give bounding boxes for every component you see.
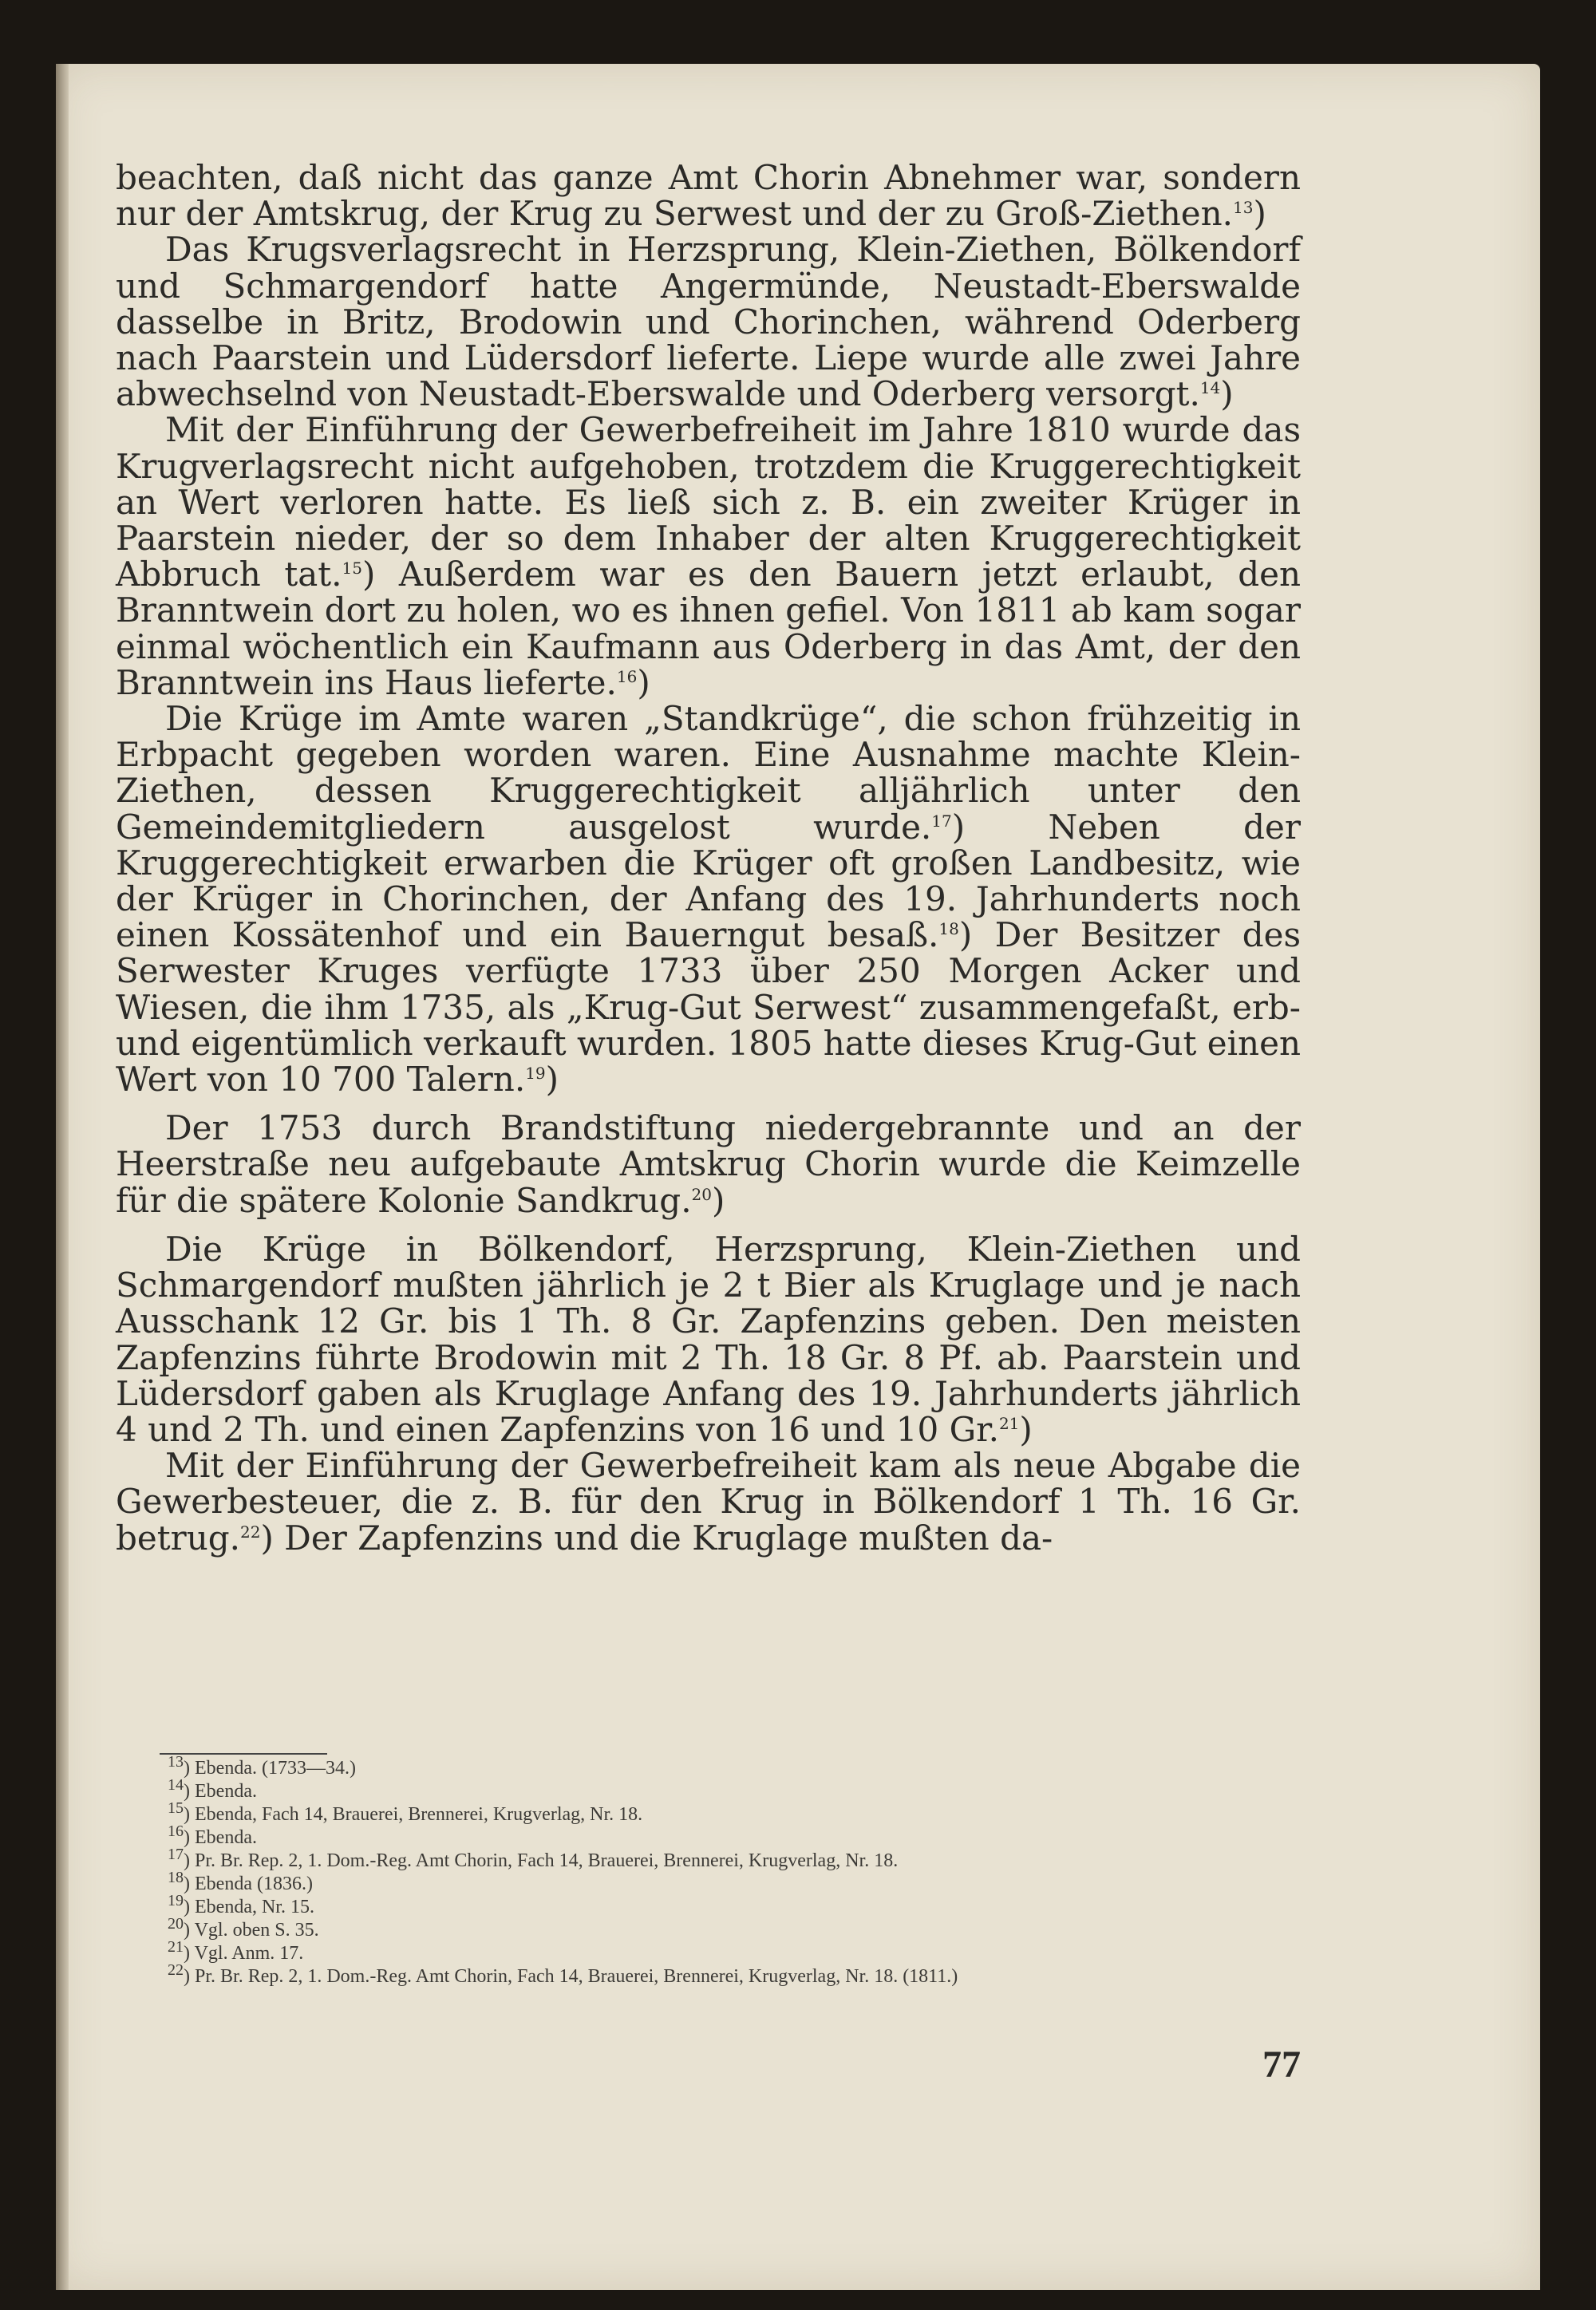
footnote-ref-17[interactable]: 17 xyxy=(931,811,952,831)
footnote: $^{14}$) Ebenda. xyxy=(168,1776,257,1802)
paragraph-2: Das Krugsverlagsrecht in Herzsprung, Klein-Ziethen, Bölkendorf und Schmargendorf hatte Angermünde, Neustadt-Eberswalde dasselbe in Britz, Brodowin und Chorinchen, während Oderberg nach Paarstein und Lüdersdorf lieferte. Liepe wurde alle zwei Jahre abwechselnd von Neustadt-Eberswalde und Oderberg versorgt.$^{14}$) xyxy=(116,230,1301,414)
body-text xyxy=(116,160,1301,1556)
footnote-ref-19[interactable]: 19 xyxy=(525,1064,546,1084)
footnote-ref-16[interactable]: 16 xyxy=(616,666,638,686)
footnote: $^{13}$) Ebenda. (1733—34.) xyxy=(168,1753,356,1779)
footnote: $^{21}$) Vgl. Anm. 17. xyxy=(168,1938,304,1964)
footnote-ref-22[interactable]: 22 xyxy=(239,1522,261,1542)
page-gutter xyxy=(56,64,69,2290)
footnote: $^{17}$) Pr. Br. Rep. 2, 1. Dom.-Reg. Amt Chorin, Fach 14, Brauerei, Brennerei, Krugverlag, Nr. 18. xyxy=(168,1846,899,1871)
footnote-ref-13[interactable]: 13 xyxy=(1233,198,1254,218)
footnote: $^{15}$) Ebenda, Fach 14, Brauerei, Brennerei, Krugverlag, Nr. 18. xyxy=(168,1799,643,1825)
paragraph-7: Mit der Einführung der Gewerbefreiheit kam als neue Abgabe die Gewerbesteuer, die z. B. für den Krug in Bölkendorf 1 Th. 16 Gr. betrug.$^{22}$) Der Zapfenzins und die Kruglage mußten da- xyxy=(116,1446,1301,1558)
paragraph-6: Die Krüge in Bölkendorf, Herzsprung, Klein-Ziethen und Schmargendorf mußten jährlich je 2 t Bier als Kruglage und je nach Ausschank 12 Gr. bis 1 Th. 8 Gr. Zapfenzins geben. Den meisten Zapfenzins führte Brodowin mit 2 Th. 18 Gr. 8 Pf. ab. Paarstein und Lüdersdorf gaben als Kruglage Anfang des 19. Jahrhunderts jährlich 4 und 2 Th. und einen Zapfenzins von 16 und 10 Gr.$^{21}$) xyxy=(116,1229,1301,1449)
page-number: 77 xyxy=(1262,2043,1301,2086)
paragraph-4: Die Krüge im Amte waren „Standkrüge“, die schon frühzeitig in Erbpacht gegeben worden waren. Eine Ausnahme machte Klein-Ziethen, dessen Kruggerechtigkeit alljährlich unter den Gemeindemitgliedern ausgelost wurde.$^{17}$) Neben der Kruggerechtigkeit erwarben die Krüger oft großen Landbesitz, wie der Krüger in Chorinchen, der Anfang des 19. Jahrhunderts noch einen Kossätenhof und ein Bauerngut besaß.$^{18}$) Der Besitzer des Serwester Kruges verfügte 1733 über 250 Morgen Acker und Wiesen, die ihm 1735, als „Krug-Gut Serwest“ zusammengefaßt, erb- und eigentümlich verkauft wurden. 1805 hatte dieses Krug-Gut einen Wert von 10 700 Talern.$^{19}$) xyxy=(116,699,1302,1100)
footnote-ref-21[interactable]: 21 xyxy=(998,1413,1020,1433)
paragraph-1: beachten, daß nicht das ganze Amt Chorin Abnehmer war, sondern nur der Amtskrug, der Krug zu Serwest und der zu Groß-Ziethen.$^{13}$) xyxy=(116,158,1301,234)
footnote-ref-18[interactable]: 18 xyxy=(938,919,959,939)
footnote: $^{19}$) Ebenda, Nr. 15. xyxy=(168,1892,314,1917)
footnote-ref-20[interactable]: 20 xyxy=(691,1184,712,1204)
footnote: $^{16}$) Ebenda. xyxy=(168,1822,257,1848)
footnote-ref-15[interactable]: 15 xyxy=(342,559,362,578)
footnote-ref-14[interactable]: 14 xyxy=(1199,378,1221,398)
footnote: $^{20}$) Vgl. oben S. 35. xyxy=(168,1915,319,1941)
paragraph-5: Der 1753 durch Brandstiftung niedergebrannte und an der Heerstraße neu aufgebaute Amtskrug Chorin wurde die Keimzelle für die spätere Kolonie Sandkrug.$^{20}$) xyxy=(116,1108,1301,1220)
footnotes xyxy=(116,1753,1301,1988)
footnote: $^{22}$) Pr. Br. Rep. 2, 1. Dom.-Reg. Amt Chorin, Fach 14, Brauerei, Brennerei, Krugverlag, Nr. 18. (1811.) xyxy=(168,1961,958,1987)
footnote: $^{18}$) Ebenda (1836.) xyxy=(168,1869,313,1894)
footnote-divider xyxy=(160,1753,327,1755)
paragraph-3: Mit der Einführung der Gewerbefreiheit im Jahre 1810 wurde das Krugverlagsrecht nicht aufgehoben, trotzdem die Kruggerechtigkeit an Wert verloren hatte. Es ließ sich z. B. ein zweiter Krüger in Paarstein nieder, der so dem Inhaber der alten Kruggerechtigkeit Abbruch tat.$^{15}$) Außerdem war es den Bauern jetzt erlaubt, den Branntwein dort zu holen, wo es ihnen gefiel. Von 1811 ab kam sogar einmal wöchentlich ein Kaufmann aus Oderberg in das Amt, der den Branntwein ins Haus lieferte.$^{16}$) xyxy=(116,410,1301,702)
